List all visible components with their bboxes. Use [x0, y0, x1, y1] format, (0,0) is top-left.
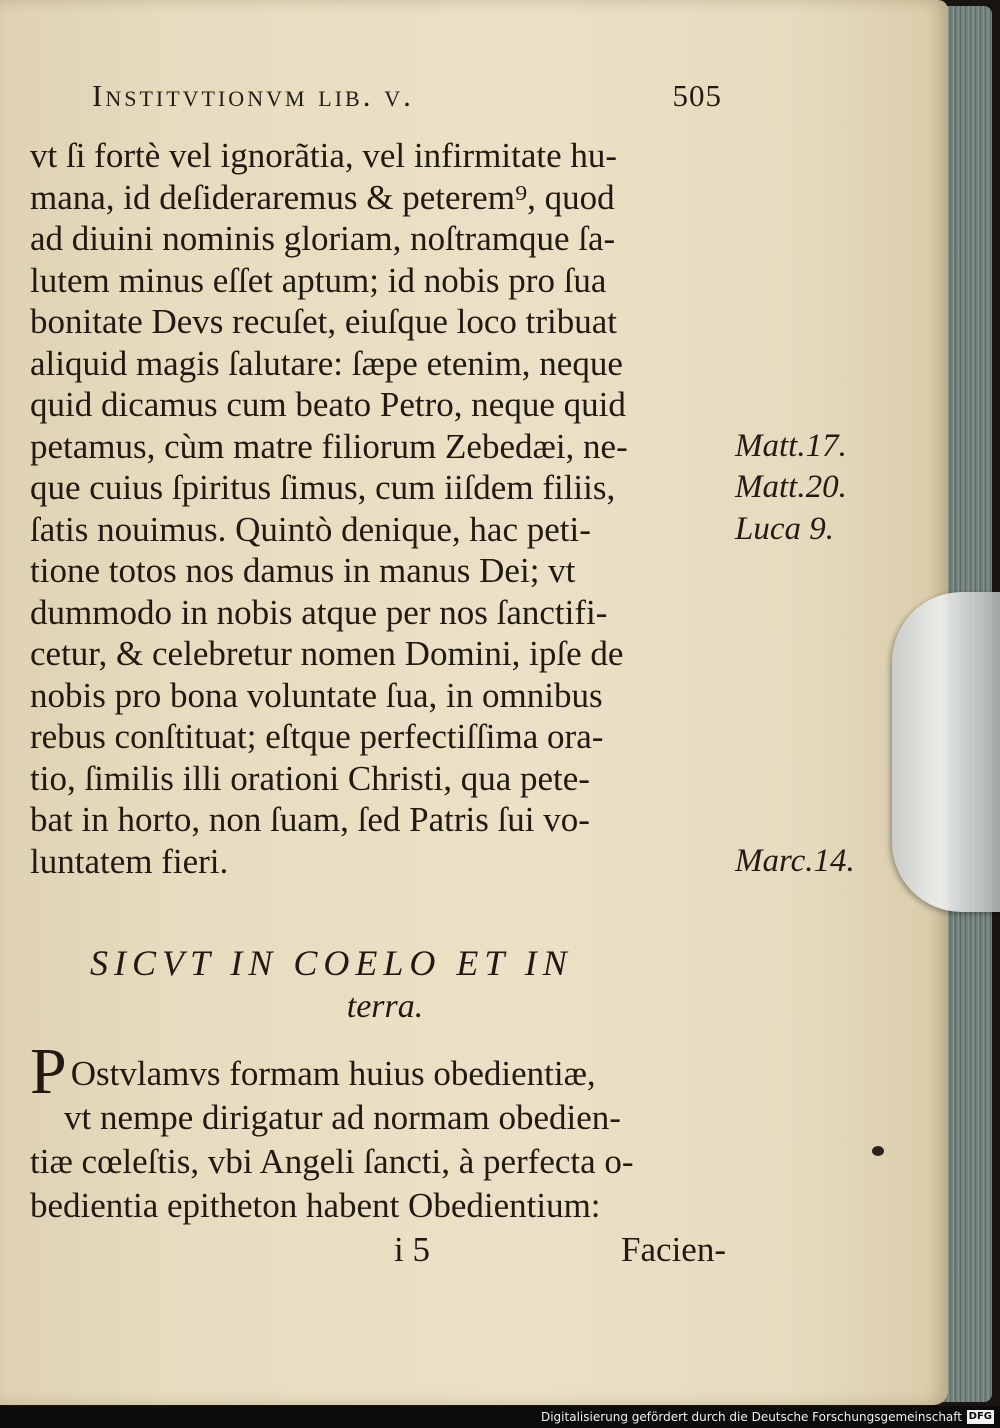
section-heading [30, 942, 720, 1032]
text-line: petamus, cùm matre filiorum Zebedæi, ne- [30, 426, 628, 466]
text-line: rebus conſtituat; eſtque perfectiſſima ora- [30, 717, 604, 756]
text-line: tio, ſimilis illi orationi Christi, qua pete- [30, 758, 590, 798]
paragraph-1 [30, 135, 730, 882]
paragraph-2 [30, 1035, 730, 1228]
signature-mark: i 5 [394, 1230, 430, 1269]
text-line: quid dicamus cum beato Petro, neque quid [30, 385, 626, 424]
margin-note: Matt.17. [735, 427, 847, 464]
text-line: vt ſi fortè vel ignorãtia, vel infirmitate hu- [30, 136, 618, 175]
text-line: dummodo in nobis atque per nos ſanctifi- [30, 592, 608, 632]
text-line: nobis pro bona voluntate ſua, in omnibus [30, 675, 603, 715]
margin-note: Luca 9. [735, 510, 834, 547]
running-title: Institvtionvm lib. v. [92, 78, 414, 113]
text-line: vt nempe dirigatur ad normam obedien- [64, 1098, 621, 1137]
margin-note: Matt.20. [735, 469, 847, 505]
footer-bar [0, 1406, 1000, 1428]
catchline [30, 1230, 730, 1280]
text-line: bedientia epitheton habent Obedientium: [30, 1186, 601, 1225]
running-header [92, 78, 722, 118]
text-line: tiæ cœleſtis, vbi Angeli ſancti, à perfecta o- [30, 1142, 634, 1181]
text-line: que cuius ſpiritus ſimus, cum iiſdem filiis, [30, 468, 616, 507]
dfg-logo: DFG [968, 1411, 992, 1422]
text-line: ſatis nouimus. Quintò denique, hac peti- [30, 509, 591, 549]
page-number: 505 [672, 78, 722, 113]
text-line: bat in horto, non ſuam, ſed Patris ſui vo- [30, 800, 590, 839]
text-line: cetur, & celebretur nomen Domini, ipſe de [30, 634, 624, 673]
page-clamp [892, 592, 1000, 912]
text-line: ad diuini nominis gloriam, noſtramque ſa- [30, 219, 616, 258]
text-line: lutem minus eſſet aptum; id nobis pro ſua [30, 260, 607, 300]
text-line: bonitate Devs recuſet, eiuſque loco tribuat [30, 302, 618, 341]
catchword: Facien- [621, 1230, 726, 1269]
section-heading-line-2: terra. [346, 988, 424, 1025]
funding-credit: Digitalisierung gefördert durch die Deutsche Forschungsgemeinschaft [540, 1410, 962, 1424]
text-line: mana, id deſideraremus & peterem⁹, quod [30, 177, 615, 217]
text-line: tione totos nos damus in manus Dei; vt [30, 551, 576, 590]
margin-note: Marc.14. [735, 842, 855, 879]
first-line-text: Ostvlamvs formam huius obedientiæ, [70, 1054, 596, 1093]
text-line: aliquid magis ſalutare: ſæpe etenim, neque [30, 343, 623, 383]
ink-speck [872, 1146, 884, 1156]
drop-cap: P [30, 1035, 67, 1108]
section-heading-line-1: SICVT IN COELO ET IN [90, 943, 573, 983]
paragraph-2-first-line [30, 1035, 730, 1108]
text-line: luntatem fieri. [30, 841, 229, 881]
